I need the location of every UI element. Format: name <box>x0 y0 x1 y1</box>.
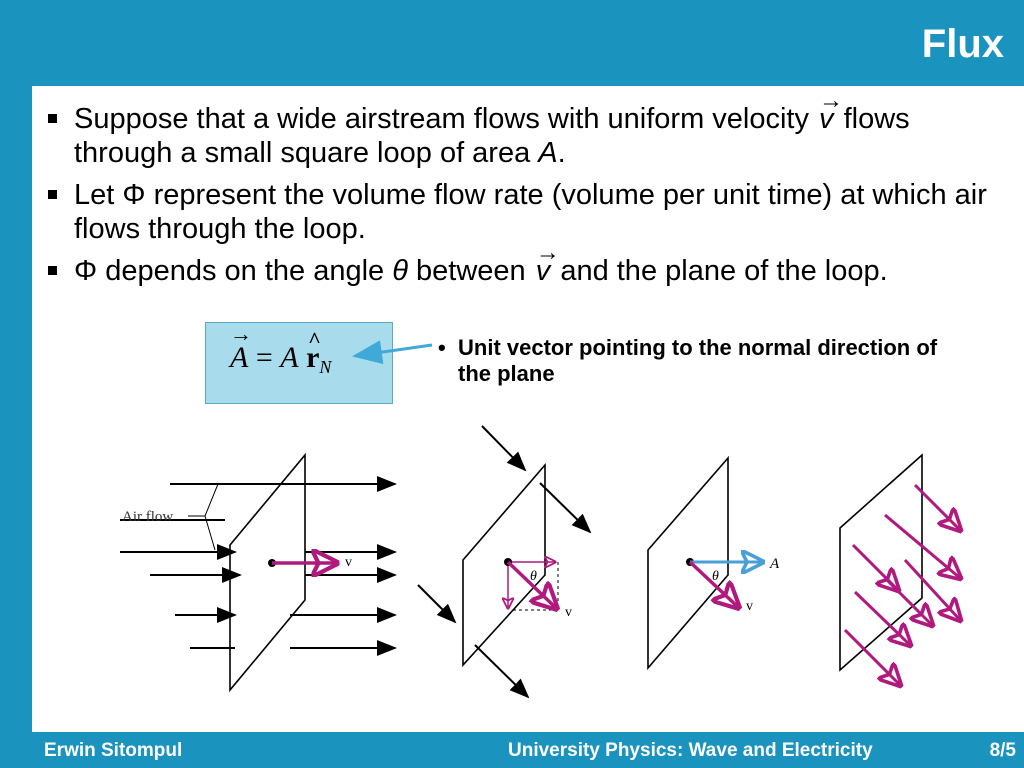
callout-arrow <box>355 345 432 356</box>
formula-rhs-a: A <box>280 341 299 374</box>
figure-tilted-flow <box>418 426 590 697</box>
v-label-1: v <box>345 555 352 570</box>
figure-flow-field <box>840 455 960 685</box>
theta-symbol: θ <box>392 255 408 287</box>
velocity-vector-symbol: → v <box>817 102 836 136</box>
note-text: Unit vector pointing to the normal direction of the plane <box>458 335 938 386</box>
figure-area-vector <box>648 458 780 668</box>
loop-plane-1 <box>230 455 305 690</box>
bullet-1-text-b: flows through a small square loop of area <box>74 103 910 169</box>
formula-lhs: → A <box>230 341 248 374</box>
theta-label-2: θ <box>530 569 537 584</box>
formula-unit-vector: ^ r <box>306 341 319 374</box>
velocity-vector-symbol: → v <box>534 254 553 288</box>
bullet-2-text: Let Φ represent the volume flow rate (volume per unit time) at which air flows through the loop. <box>74 179 987 245</box>
bullet-3-text-a: Φ depends on the angle <box>74 255 385 287</box>
loop-plane-2 <box>463 465 545 665</box>
area-symbol: A <box>538 137 558 169</box>
theta-label-3: θ <box>712 569 719 584</box>
slide-title: Flux <box>921 22 1004 66</box>
figure-airflow-loop <box>120 455 395 690</box>
formula-subscript: N <box>319 357 332 377</box>
footer-course: University Physics: Wave and Electricity <box>508 740 873 761</box>
bullet-3-text-c: and the plane of the loop. <box>560 255 888 287</box>
bullet-1-end: . <box>557 137 566 169</box>
v-label-2: v <box>565 605 572 620</box>
footer-page-number: 8/5 <box>989 740 1016 761</box>
formula-equals: = <box>255 341 273 374</box>
bullet-1-text-a: Suppose that a wide airstream flows with uniform velocity <box>74 103 809 135</box>
A-label-3: A <box>770 556 780 572</box>
footer-author: Erwin Sitompul <box>44 740 183 761</box>
bullet-3-text-b: between <box>416 255 526 287</box>
note-bullet: • <box>438 335 446 360</box>
air-flow-label: Air flow <box>122 509 174 525</box>
v-label-3: v <box>746 599 753 614</box>
